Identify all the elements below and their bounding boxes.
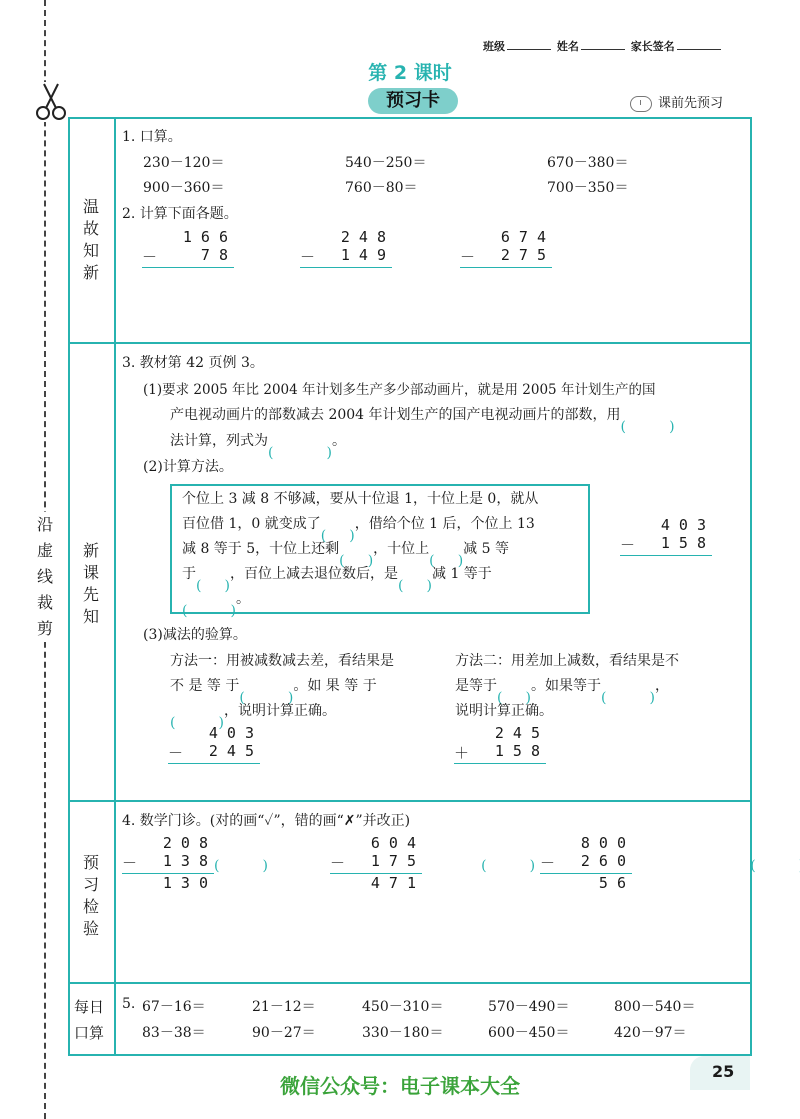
daily-label-line2: 口算 xyxy=(74,1024,105,1042)
text: 减 5 等 xyxy=(463,541,509,557)
q1-item: 670－380＝ xyxy=(547,155,629,171)
q1-title: 1. 口算。 xyxy=(122,129,182,145)
text: 产电视动画片的部数减去 2004 年计划生产的国产电视动画片的部数，用 xyxy=(170,407,621,423)
method1-line2 xyxy=(170,675,377,695)
vertical-subtraction xyxy=(620,516,712,556)
daily-item: 330－180＝ xyxy=(362,1025,444,1041)
scissors-icon xyxy=(34,82,68,122)
subtrahend: 7 8 xyxy=(200,246,228,264)
text: 。 xyxy=(332,433,346,449)
minuend: 6 0 4 xyxy=(370,834,416,852)
section-divider-2 xyxy=(68,800,750,802)
box-line3 xyxy=(182,538,509,558)
q1-item: 230－120＝ xyxy=(143,155,225,171)
q3-part3-title: (3)减法的验算。 xyxy=(143,627,247,643)
q2-title: 2. 计算下面各题。 xyxy=(122,206,238,222)
text: 百位借 1，0 就变成了 xyxy=(182,516,321,532)
daily-item: 600－450＝ xyxy=(488,1025,570,1041)
operator: － xyxy=(142,248,158,266)
method2-line1: 方法二：用差加上减数，看结果是不 xyxy=(455,653,679,669)
text: 减 1 等于 xyxy=(432,566,492,582)
daily-item: 83－38＝ xyxy=(142,1025,206,1041)
text: 减 8 等于 5，十位上还剩 xyxy=(182,541,340,557)
daily-item: 800－540＝ xyxy=(614,999,696,1015)
section-label-review: 温故知新 xyxy=(82,197,99,282)
name-field[interactable] xyxy=(581,49,625,50)
subtrahend: 1 7 5 xyxy=(370,852,416,870)
box-line4 xyxy=(182,563,492,583)
student-info-line xyxy=(483,38,723,54)
text: ，十位上 xyxy=(373,541,430,557)
q1-item: 760－80＝ xyxy=(345,180,418,196)
q3-part2-title: (2)计算方法。 xyxy=(143,459,233,475)
q1-item: 540－250＝ xyxy=(345,155,427,171)
text: 是等于 xyxy=(455,678,497,694)
text: 于 xyxy=(182,566,196,582)
minuend: 8 0 0 xyxy=(580,834,626,852)
q3-title: 3. 教材第 42 页例 3。 xyxy=(122,355,264,371)
class-field[interactable] xyxy=(507,49,551,50)
text: ，说明计算正确。 xyxy=(224,703,336,719)
lesson-title: 第 2 课时 xyxy=(368,62,452,84)
section-divider-1 xyxy=(68,342,750,344)
subtrahend: 2 6 0 xyxy=(580,852,626,870)
q3-part1-line1: (1)要求 2005 年比 2004 年计划多生产多少部动画片，就是用 2005 年计划生产的国 xyxy=(143,382,656,398)
text: ，借给个位 1 后，个位上 13 xyxy=(354,516,535,532)
operator: ＋ xyxy=(454,744,470,762)
method2-line3: 说明计算正确。 xyxy=(455,703,553,719)
footer-watermark: 微信公众号：电子课本大全 xyxy=(280,1074,520,1098)
daily-item: 450－310＝ xyxy=(362,999,444,1015)
vertical-subtraction xyxy=(168,724,260,764)
addend: 2 4 5 xyxy=(494,724,540,742)
minuend: 2 4 8 xyxy=(340,228,386,246)
daily-item: 90－27＝ xyxy=(252,1025,316,1041)
text: ，百位上减去退位数后，是 xyxy=(230,566,398,582)
box-line5 xyxy=(182,588,250,608)
cut-along-text: 沿虚线裁剪 xyxy=(36,512,54,642)
label-column-divider xyxy=(114,117,116,1054)
parent-sign-field[interactable] xyxy=(677,49,721,50)
parent-sign-label: 家长签名 xyxy=(630,40,675,53)
page-number: 25 xyxy=(712,1062,735,1081)
section-label-new: 新课先知 xyxy=(82,541,99,626)
result: 1 3 0 xyxy=(162,874,208,892)
section-label-daily xyxy=(74,994,104,1046)
minuend: 1 6 6 xyxy=(182,228,228,246)
method2-line2 xyxy=(455,675,669,695)
daily-label-line1: 每日 xyxy=(74,998,105,1016)
daily-item: 570－490＝ xyxy=(488,999,570,1015)
section-label-check: 预习检验 xyxy=(82,853,99,938)
result: 5 6 xyxy=(598,874,626,892)
operator: － xyxy=(122,854,138,872)
operator: － xyxy=(620,536,636,554)
vertical-subtraction xyxy=(142,228,234,268)
q4-title: 4. 数学门诊。(对的画“✓”，错的画“✗”并改正) xyxy=(122,813,411,829)
subtrahend: 1 4 9 xyxy=(340,246,386,264)
text: 。如果等于 xyxy=(531,678,601,694)
daily-item: 21－12＝ xyxy=(252,999,316,1015)
text: 。 xyxy=(236,591,250,607)
clock-icon xyxy=(630,96,652,112)
diagnosis-problem xyxy=(122,834,214,892)
method1-line3 xyxy=(170,700,336,720)
text: 法计算，列式为 xyxy=(170,433,268,449)
minuend: 2 0 8 xyxy=(162,834,208,852)
vertical-subtraction xyxy=(300,228,392,268)
card-title: 预习卡 xyxy=(368,88,458,114)
vertical-addition xyxy=(454,724,546,764)
minuend: 4 0 3 xyxy=(660,516,706,534)
operator: － xyxy=(540,854,556,872)
text: ， xyxy=(655,678,669,694)
minuend: 4 0 3 xyxy=(208,724,254,742)
q3-part1-line3 xyxy=(170,430,346,450)
diagnosis-problem xyxy=(330,834,422,892)
subtrahend: 2 4 5 xyxy=(208,742,254,760)
box-line2 xyxy=(182,513,535,533)
judge-blank[interactable] xyxy=(750,858,800,878)
operator: － xyxy=(330,854,346,872)
vertical-subtraction xyxy=(460,228,552,268)
daily-item: 420－97＝ xyxy=(614,1025,687,1041)
q1-item: 700－350＝ xyxy=(547,180,629,196)
operator: － xyxy=(300,248,316,266)
section-divider-3 xyxy=(68,982,750,984)
operator: － xyxy=(460,248,476,266)
subtrahend: 1 5 8 xyxy=(660,534,706,552)
text: 。如 果 等 于 xyxy=(293,678,377,694)
operator: － xyxy=(168,744,184,762)
addend: 1 5 8 xyxy=(494,742,540,760)
subtrahend: 2 7 5 xyxy=(500,246,546,264)
q5-prefix: 5. xyxy=(122,996,136,1012)
diagnosis-problem xyxy=(540,834,632,892)
daily-item: 67－16＝ xyxy=(142,999,206,1015)
class-label: 班级 xyxy=(483,40,505,53)
q3-part1-line2 xyxy=(170,404,675,424)
subtrahend: 1 3 8 xyxy=(162,852,208,870)
text: 不 是 等 于 xyxy=(170,678,240,694)
judge-blank[interactable] xyxy=(481,858,535,878)
name-label: 姓名 xyxy=(556,40,579,53)
result: 4 7 1 xyxy=(370,874,416,892)
box-line1: 个位上 3 减 8 不够减，要从十位退 1，十位上是 0，就从 xyxy=(182,491,539,507)
method1-line1: 方法一：用被减数减去差，看结果是 xyxy=(170,653,394,669)
minuend: 6 7 4 xyxy=(500,228,546,246)
preview-tag xyxy=(630,92,723,112)
preview-tag-text: 课前先预习 xyxy=(658,96,724,111)
q1-item: 900－360＝ xyxy=(143,180,225,196)
judge-blank[interactable] xyxy=(214,858,268,878)
